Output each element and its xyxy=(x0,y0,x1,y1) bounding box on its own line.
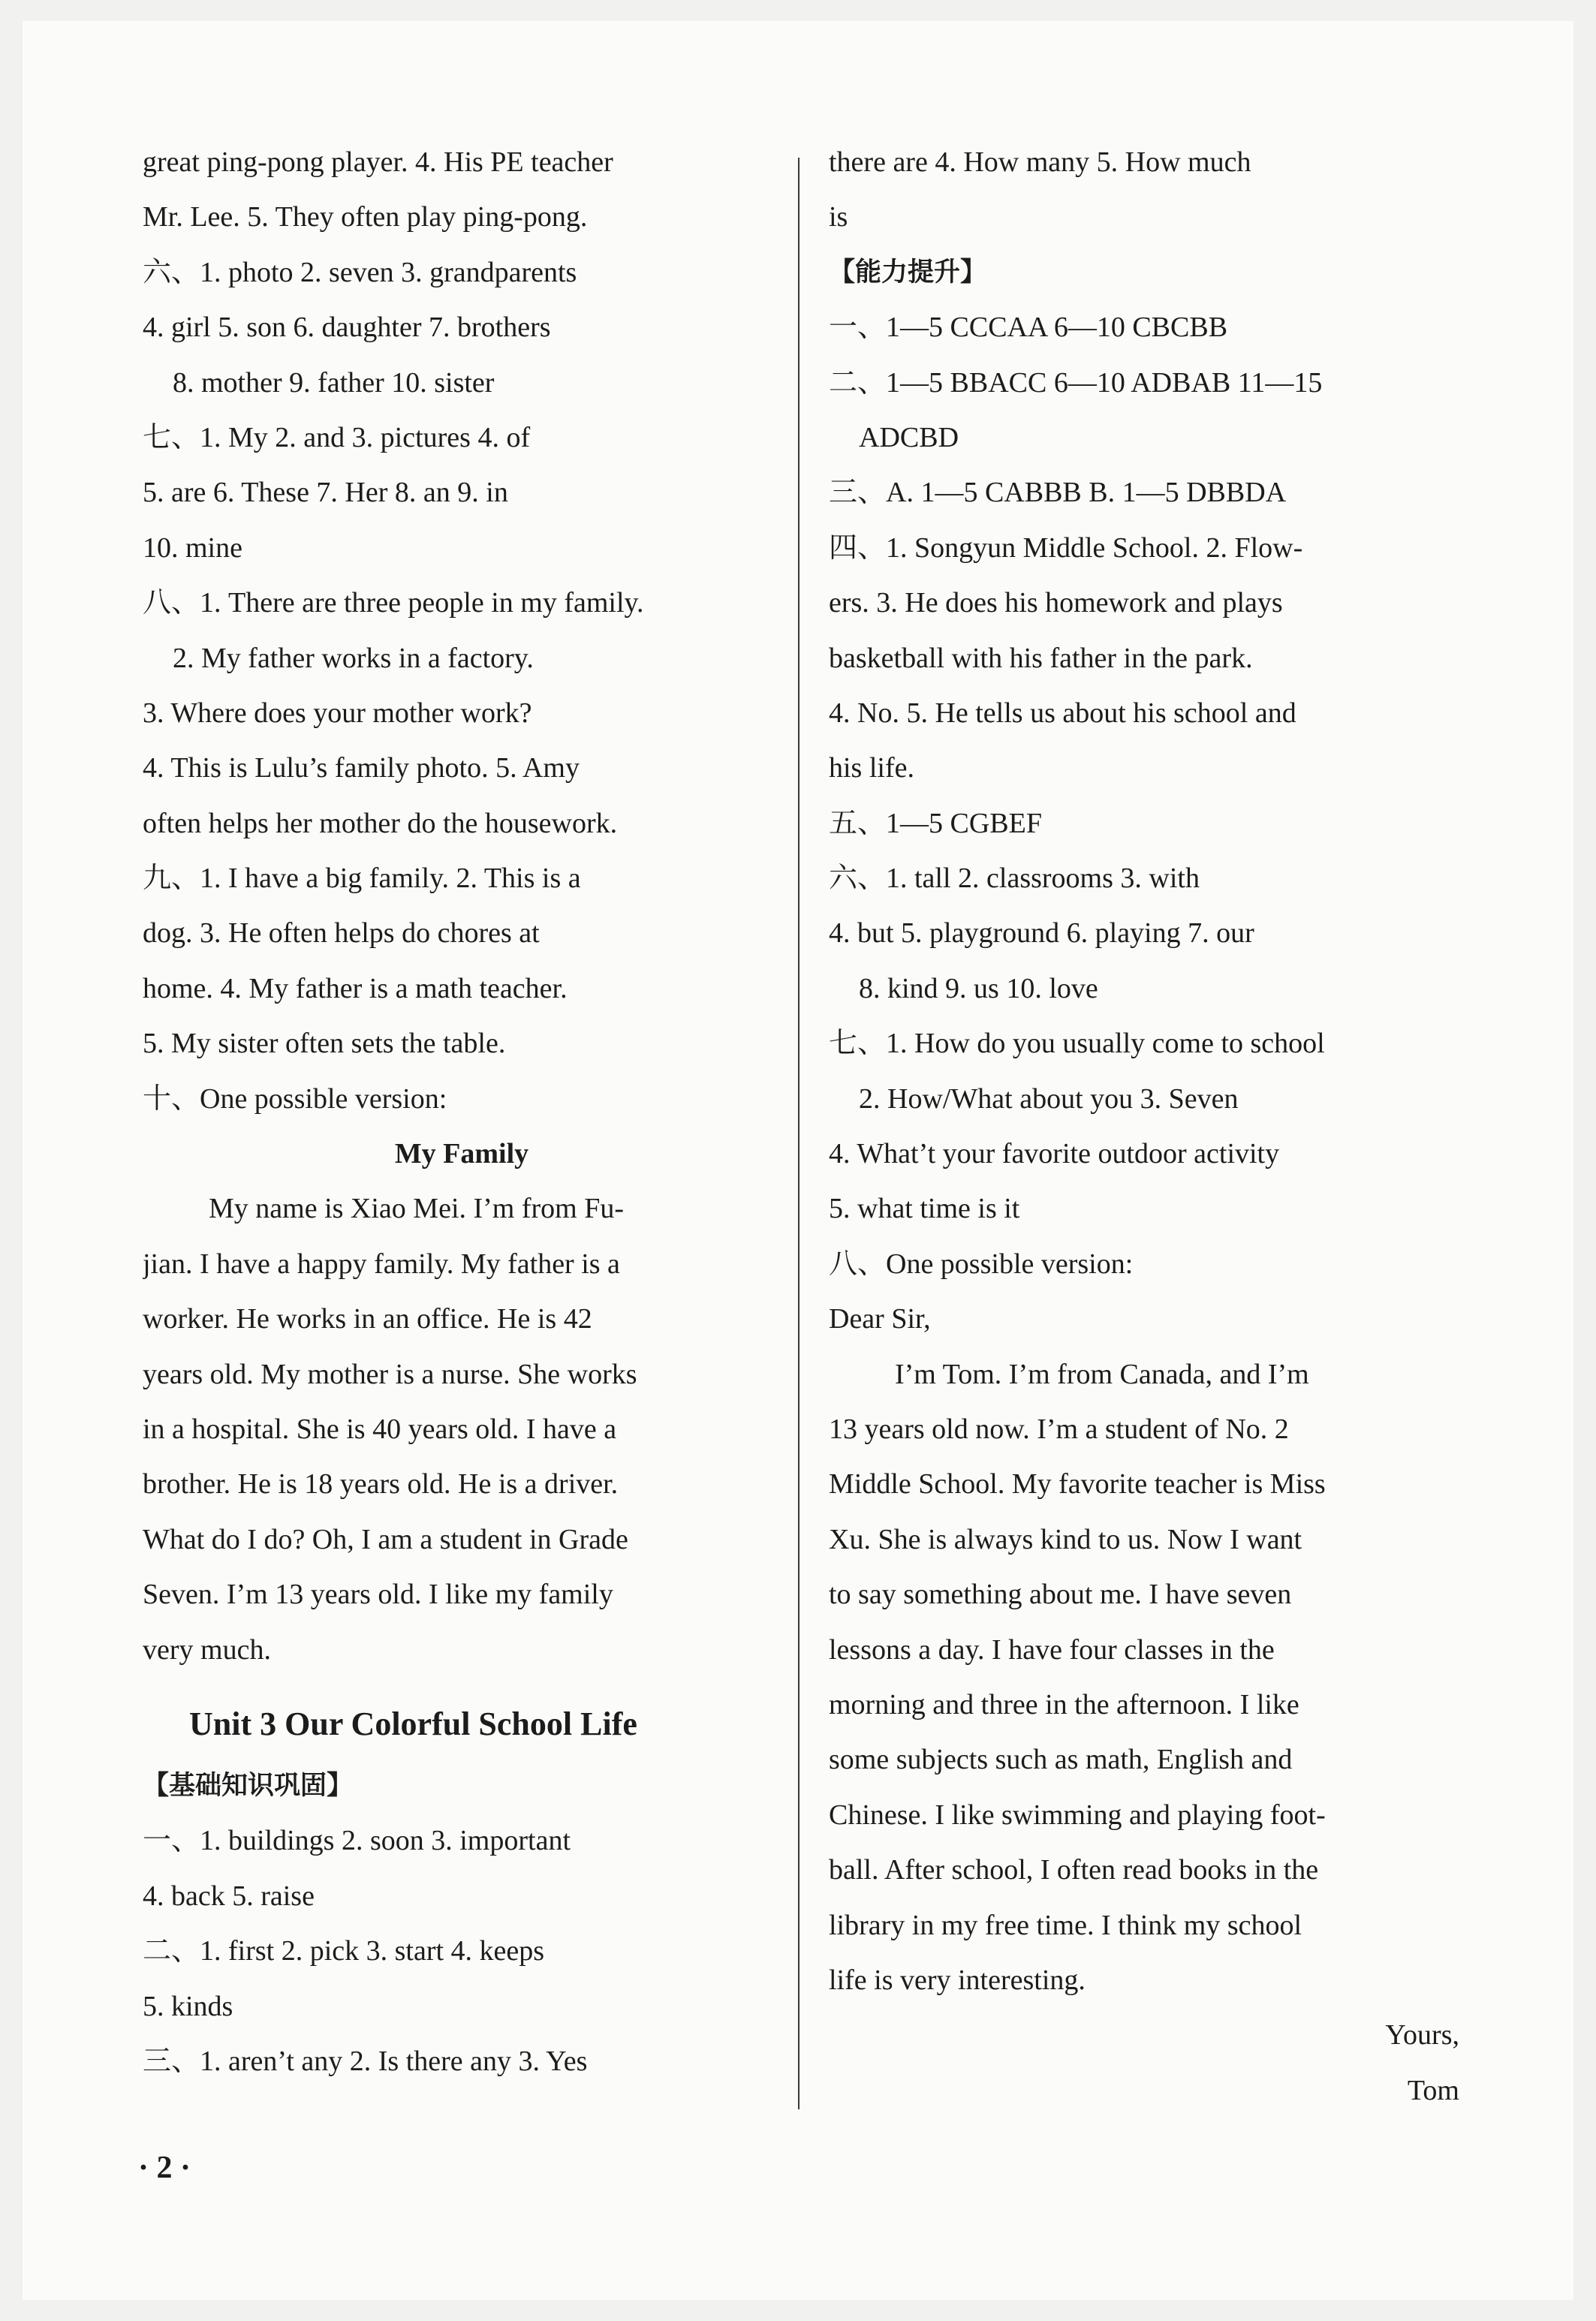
text-line: brother. He is 18 years old. He is a driver. xyxy=(143,1468,619,1501)
text-line: jian. I have a happy family. My father is a xyxy=(143,1248,620,1280)
text-line: in a hospital. She is 40 years old. I have a xyxy=(143,1413,617,1445)
text-line: 八、One possible version: xyxy=(829,1248,1134,1280)
text-line: 4. No. 5. He tells us about his school and xyxy=(829,697,1296,729)
text-line: 七、1. How do you usually come to school xyxy=(829,1028,1325,1060)
text-line: 一、1—5 CCCAA 6—10 CBCBB xyxy=(829,312,1228,344)
text-line: 3. Where does your mother work? xyxy=(143,697,532,729)
text-line: 13 years old now. I’m a student of No. 2 xyxy=(829,1413,1289,1445)
text-line: ADCBD xyxy=(859,421,959,453)
unit-title: Unit 3 Our Colorful School Life xyxy=(189,1705,637,1742)
text-line: 二、1—5 BBACC 6—10 ADBAB 11—15 xyxy=(829,366,1323,399)
text-line: worker. He works in an office. He is 42 xyxy=(143,1303,592,1335)
text-line: 五、1—5 CGBEF xyxy=(829,807,1042,839)
text-line: 10. mine xyxy=(143,531,242,564)
text-line: life is very interesting. xyxy=(829,1964,1086,1996)
section-heading: 【基础知识巩固】 xyxy=(143,1770,354,1801)
section-heading: 【能力提升】 xyxy=(829,257,987,287)
text-line: 4. What’t your favorite outdoor activity xyxy=(829,1138,1280,1170)
text-line: 5. what time is it xyxy=(829,1193,1020,1225)
letter-closing: Yours, xyxy=(1385,2019,1459,2052)
text-line: is xyxy=(829,201,848,233)
text-line: Xu. She is always kind to us. Now I want xyxy=(829,1523,1302,1555)
letter-greeting: Dear Sir, xyxy=(829,1303,931,1335)
text-line: My name is Xiao Mei. I’m from Fu- xyxy=(209,1193,625,1225)
text-line: years old. My mother is a nurse. She works xyxy=(143,1358,637,1390)
text-line: some subjects such as math, English and xyxy=(829,1744,1293,1776)
text-line: 一、1. buildings 2. soon 3. important xyxy=(143,1825,571,1857)
text-line: basketball with his father in the park. xyxy=(829,642,1253,674)
text-line: 四、1. Songyun Middle School. 2. Flow- xyxy=(829,531,1303,564)
text-line: library in my free time. I think my school xyxy=(829,1909,1302,1941)
text-line: 二、1. first 2. pick 3. start 4. keeps xyxy=(143,1935,545,1967)
text-line: 5. are 6. These 7. Her 8. an 9. in xyxy=(143,477,508,509)
text-line: home. 4. My father is a math teacher. xyxy=(143,972,568,1004)
text-line: morning and three in the afternoon. I like xyxy=(829,1688,1299,1720)
text-line: 七、1. My 2. and 3. pictures 4. of xyxy=(143,421,531,453)
text-line: 5. My sister often sets the table. xyxy=(143,1028,506,1060)
text-line: ers. 3. He does his homework and plays xyxy=(829,587,1283,619)
text-line: often helps her mother do the housework. xyxy=(143,807,618,839)
text-line: 5. kinds xyxy=(143,1990,233,2022)
text-line: lessons a day. I have four classes in the xyxy=(829,1633,1275,1666)
right-column xyxy=(829,135,1467,2118)
text-line: 2. My father works in a factory. xyxy=(173,642,534,674)
text-line: 十、One possible version: xyxy=(143,1082,447,1115)
text-line: What do I do? Oh, I am a student in Grade xyxy=(143,1523,628,1555)
text-line: I’m Tom. I’m from Canada, and I’m xyxy=(895,1358,1309,1390)
text-line: 4. back 5. raise xyxy=(143,1880,315,1912)
text-line: 八、1. There are three people in my family. xyxy=(143,587,644,619)
text-line: Seven. I’m 13 years old. I like my family xyxy=(143,1579,613,1611)
text-line: 8. kind 9. us 10. love xyxy=(859,972,1098,1004)
text-line: ball. After school, I often read books in the xyxy=(829,1854,1319,1886)
text-line: there are 4. How many 5. How much xyxy=(829,146,1251,178)
essay-title: My Family xyxy=(394,1138,529,1170)
page-number: · 2 · xyxy=(138,2151,191,2185)
text-line: Mr. Lee. 5. They often play ping-pong. xyxy=(143,201,588,233)
text-line: 4. This is Lulu’s family photo. 5. Amy xyxy=(143,752,580,784)
text-line: Middle School. My favorite teacher is Miss xyxy=(829,1468,1326,1501)
text-line: great ping-pong player. 4. His PE teacher xyxy=(143,146,613,178)
text-line: dog. 3. He often helps do chores at xyxy=(143,917,540,950)
text-line: 4. but 5. playground 6. playing 7. our xyxy=(829,917,1254,950)
text-line: very much. xyxy=(143,1633,271,1666)
letter-signature: Tom xyxy=(1407,2074,1459,2106)
text-line: 九、1. I have a big family. 2. This is a xyxy=(143,862,581,895)
text-line: 8. mother 9. father 10. sister xyxy=(173,366,495,399)
text-line: 六、1. tall 2. classrooms 3. with xyxy=(829,862,1200,895)
text-line: 三、A. 1—5 CABBB B. 1—5 DBBDA xyxy=(829,477,1287,509)
text-line: 六、1. photo 2. seven 3. grandparents xyxy=(143,256,577,288)
text-line: to say something about me. I have seven xyxy=(829,1579,1292,1611)
text-line: 2. How/What about you 3. Seven xyxy=(859,1082,1239,1115)
text-line: 4. girl 5. son 6. daughter 7. brothers xyxy=(143,312,551,344)
text-line: Chinese. I like swimming and playing foot- xyxy=(829,1799,1326,1831)
text-line: his life. xyxy=(829,752,914,784)
text-line: 三、1. aren’t any 2. Is there any 3. Yes xyxy=(143,2045,588,2077)
left-column xyxy=(143,135,781,2089)
column-divider xyxy=(798,158,800,2109)
